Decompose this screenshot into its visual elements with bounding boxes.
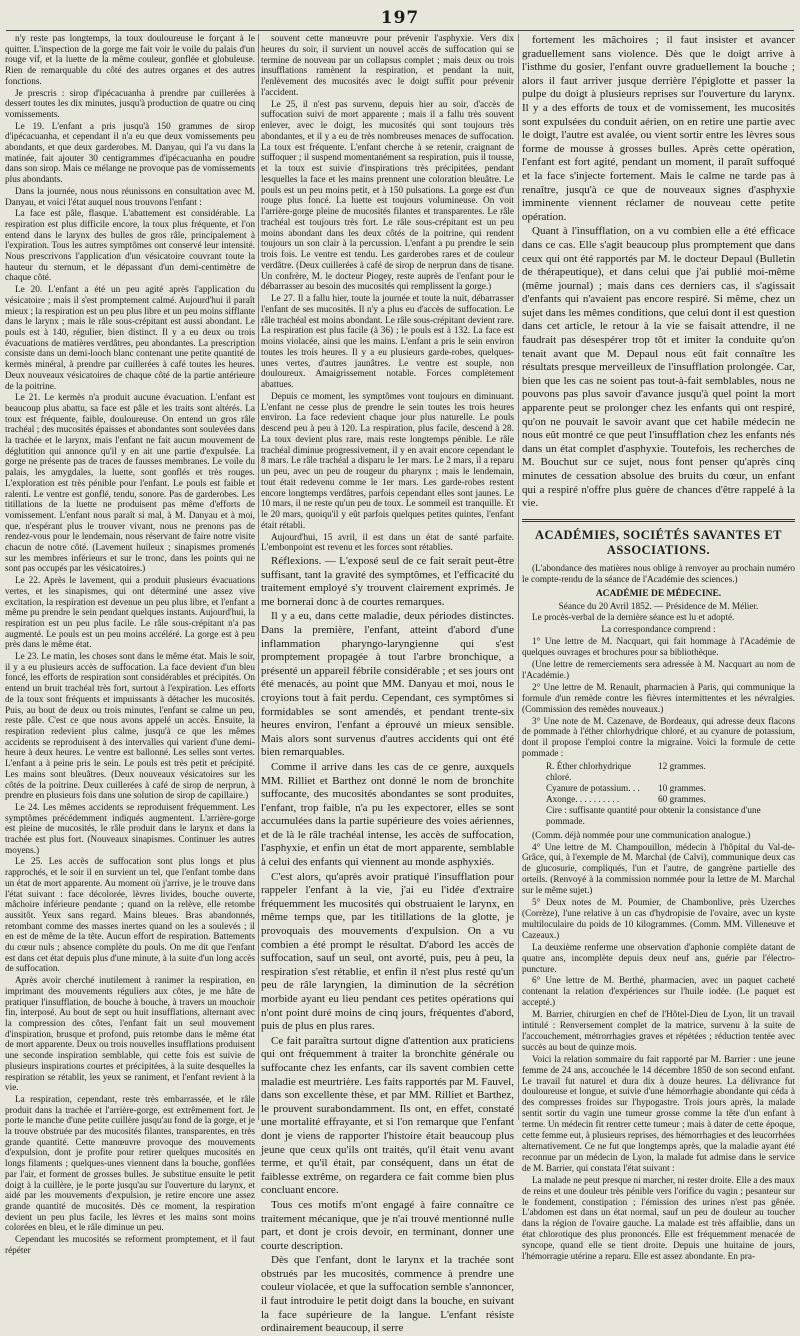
paragraph: Le 20. L'enfant a été un peu agité après l'application du vésicatoire ; mais il s'est promptement calmé. Aujourd'hui il paraît mieux ; la respiration est un peu plus libre et un peu moins sifflante dans le larynx ; mais le râle sous-crépitant est aussi abondant. Le pouls est à 140, régulier, bien distinct. Il y a eu deux ou trois évacuations de matières verdâtres, peu abondantes. La prescription consiste dans un demi-looch blanc contenant une petite quantité de kermès minéral, à prendre par cuillerées à café toutes les heures. Deux nouveaux vésicatoires de chaque côté de la partie antérieure de la poitrine. (5, 285, 255, 392)
paragraph: Ce fait paraîtra surtout digne d'attention aux praticiens qui ont fréquemment à traiter la bronchite générale ou suffocante chez les enfants, car ils savent combien cette maladie est meurtrière. Les faits rapportés par M. Fauvel, dans son excellente thèse, et par MM. Rilliet et Barthez, le prouvent surabondamment. Ils ont, en effet, constaté une mortalité effrayante, et si l'on remarque que l'enfant dont je viens de rapporter l'histoire était beaucoup plus jeune que ceux qu'ils ont traités, qu'il était venu avant terme, et qu'il était, par conséquent, dans un état de faiblesse extrême, on regardera ce fait comme bien plus concluant encore. (261, 1034, 514, 1197)
column-3 (522, 34, 795, 1263)
correspondance-items (522, 637, 795, 760)
paragraph: Je prescris : sirop d'ipécacuanha à prendre par cuillerées à dessert toutes les dix minutes, jusqu'à production de quatre ou cinq vomissements. (5, 88, 255, 120)
formula-row (546, 762, 795, 784)
academies-heading: ACADÉMIES, SOCIÉTÉS SAVANTES ET ASSOCIATIONS. (534, 527, 783, 557)
formula-ingredient: Cire : suffisante quantité pour obtenir la consistance d'une pommade. (546, 805, 761, 827)
paragraph: M. Barrier, chirurgien en chef de l'Hôtel-Dieu de Lyon, lit un travail intitulé : Renversement complet de la matrice, survenu à la suite de l'accouchement, métrorrhagies graves et répétées ; réduction tentée avec succès au bout de quinze mois. (522, 1010, 795, 1053)
formula-ingredient: R. Éther chlorhydrique chloré. (546, 762, 632, 784)
paragraph: fortement les mâchoires ; il faut insister et avancer graduellement sans violence. Dès que le doigt arrive à l'isthme du gosier, l'enfant ouvre graduellement la bouche ; alors il faut arriver jusque derrière l'épiglotte et passer la pulpe du doigt à plusieurs reprises sur l'ouverture du larynx. Il y a des efforts de toux et de vomissement, les mucosités sont expulsées du conduit aérien, on en retire une partie avec le doigt, l'autre est avalée, ou vient sortir entre les lèvres sous forme de mousse à grosses bulles. Après cette opération, l'enfant est fort agité, pendant un moment, il paraît suffoqué et la face s'injecte fortement. Mais le calme ne tarde pas à renaître, jusqu'à ce que de nouveaux signes d'asphyxie imminente viennent réclamer de nouveau cette petite opération. (522, 34, 795, 223)
paragraph: La face est pâle, flasque. L'abattement est considérable. La respiration est plus difficile encore, la toux plus fréquente, et l'on entend dans le larynx des bulles de gros râle, principalement à l'expiration. Tous les autres symptômes ont conservé leur intensité. Nous prescrivons l'application d'un vésicatoire couvrant toute la hauteur du sternum, et le dépassant d'un demi-centimètre de chaque côté. (5, 209, 255, 284)
paragraph: Réflexions. — L'exposé seul de ce fait serait peut-être suffisant, tant la gravité des symptômes, et l'efficacité du traitement employé s'y trouvent clairement exprimés. Je me bornerai donc à de courtes remarques. (261, 555, 514, 608)
paragraph: Dans la journée, nous nous réunissons en consultation avec M. Danyau, et voici l'état auquel nous trouvons l'enfant : (5, 186, 255, 208)
case-report-continued (5, 34, 255, 1256)
column-2 (261, 34, 514, 1335)
paragraph: Cependant les mucosités se reforment promptement, et il faut répéter (5, 1235, 255, 1256)
paragraph: La malade ne peut presque ni marcher, ni rester droite. Elle a des maux de reins et une douleur très pénible vers l'orifice du vagin ; pesanteur sur le fondement, constipation ; l'émission des urines n'est pas gênée. L'abdomen est dans un état normal, sauf un peu de douleur au toucher dans la région de l'ovaire gauche. La malade est très affaiblie, dans un état chlorotique des plus prononcés. Elle est fréquemment menacée de syncope, quand elle se tient droite. Depuis une huitaine de jours, l'hémorragie utérine a reparu. Elle est assez abondante. En pra- (522, 1175, 795, 1263)
section-rule (522, 519, 795, 522)
header-rule (6, 30, 794, 31)
formula-quantity: 60 grammes. (658, 794, 706, 805)
paragraph: Depuis ce moment, les symptômes vont toujours en diminuant. L'enfant ne cesse plus de prendre le sein toutes les trois heures environ. La face redevient chaque jour plus naturelle. Le pouls descend peu à peu à 120. La respiration, plus facile, descend à 28. La toux devient plus rare, mais reste longtemps pénible. Le râle trachéal diminue progressivement, il y en avait encore cependant le 8 mars. Le râle trachéal a disparu le 1er mars. Le 2 mars, il a reparu un peu, avec un peu de rougeur du pharynx ; mais le lendemain, tout était redevenu comme le 1er mars. Les garde-robes restent encore longtemps verdâtres, parfois cependant elles sont jaunes. Le 10 mars, il ne reste qu'un peu de toux. Le sommeil est tranquille. Et le 20 mars, quoiqu'il y eût parfois quelques petites quintes, l'enfant était rétabli. (261, 391, 514, 531)
paragraph: (Une lettre de remerciements sera adressée à M. Nacquart au nom de l'Académie.) (522, 660, 795, 681)
case-report-end (261, 34, 514, 554)
paragraph: souvent cette manœuvre pour prévenir l'asphyxie. Vers dix heures du soir, il survient un nouvel accès de suffocation qui se termine de nouveau par un collapsus complet ; mais deux ou trois insufflations ramènent la respiration, et pendant la nuit, l'enlèvement des mucosités avec le doigt suffit pour prévenir l'accident. (261, 34, 514, 98)
paragraph: n'y reste pas longtemps, la toux douloureuse le forçant à le quitter. L'inspection de la gorge me fait voir le voile du palais d'un rouge vif, et la luette de la même couleur, gonflée et globuleuse. Rien de remarquable du côté des autres organes et des autres fonctions. (5, 34, 255, 87)
paragraph: Dès que l'enfant, dont le larynx et la trachée sont obstrués par les mucosités, commence à prendre une couleur violacée, et que la suffocation semble s'annoncer, il faut introduire le petit doigt dans la bouche, en suivant la face supérieure de la langue. L'enfant résiste ordinairement beaucoup, il serre (261, 1254, 514, 1335)
column-separator (518, 34, 519, 1120)
formula-quantity: 12 grammes. (658, 762, 706, 773)
paragraph: Le 23. Le matin, les choses sont dans le même état. Mais le soir, il y a eu plusieurs accès de suffocation. La face devient d'un bleu foncé, les efforts de respiration sont considérables et précipités. On entend un bruit trachéal très fort, surtout à l'expiration. Les efforts de la toux sont fréquents et impuissants à détacher les mucosités. Puis, au bout de deux ou trois minutes, l'enfant se calme un peu, reste pâle. C'est ce que nous avons appelé un accès. Ensuite, la respiration redevient plus calme, jusqu'à ce que les mêmes accidents se reproduisent à des intervalles qui varient d'une demi-heure à deux heures. Le ventre est ballonné. Les selles sont vertes. L'enfant a à peine pris le sein. Le pouls est très petit et précipité. Les mains sont bleuâtres. (Deux nouveaux vésicatoires sur les côtés de la poitrine. Deux cuillerées à café de sirop de nerprun, à prendre en plusieurs fois dans une solution de sirop de capillaire.) (5, 652, 255, 802)
page-number: 197 (380, 8, 420, 28)
formula-row (546, 806, 795, 828)
formula-quantity: 10 grammes. (658, 784, 706, 794)
reflections-continued (522, 34, 795, 511)
column-1 (5, 34, 255, 1256)
correspondance-heading: La correspondance comprend : (601, 625, 716, 636)
correspondance-items-continued (522, 831, 795, 1263)
formula-ingredient: Cyanure de potassium. . . (546, 784, 640, 794)
paragraph: Le 21. Le kermès n'a produit aucune évacuation. L'enfant est beaucoup plus abattu, sa face est pâle et les traits sont altérés. La toux est fréquente, faible, douloureuse. On entend un gros râle trachéal ; des mucosités épaisses et abondantes sont soulevées dans la trachée et le larynx, mais l'enfant ne fait aucun mouvement de déglutition qui annonce qu'il y en ait une partie d'expulsée. La gorge ne présente pas de traces de fausses membranes. Le voile du palais, les amygdales, la luette, sont gonflés et très rouges. L'exploration est très pénible pour l'enfant. Le pouls est faible et ralenti. Le ventre est gonflé, tendu, sonore. Pas de garderobes. Les titillations de la luette ne produisent pas même d'efforts de vomissement. L'enfant nous paraît si mal, à M. Danyau et à moi, que, n'espérant plus le trouver vivant, nous ne prenons pas de rendez-vous pour le lendemain, nous réservant de faire notre visite chacun de notre côté. (Lavement huileux ; sinapismes promenés sur les membres inférieurs et sur le tronc, dans les points qui ne sont pas occupés par les vésicatoires.) (5, 393, 255, 575)
paragraph: Quant à l'insufflation, on a vu combien elle a été efficace dans ce cas. Elle s'agit beaucoup plus promptement que dans ceux qui ont été rapportés par M. le docteur Depaul (Bulletin de thérapeutique), et dans celui que j'ai publié moi-même (même journal) ; mais dans ces derniers cas, il s'agissait d'enfants qui n'avaient pas encore respiré. Si même, chez un sujet dans les mêmes conditions, que celui dont il est question dans cet article, le retour à la vie se faisait attendre, il ne faudrait pas désespérer trop tôt et imiter la conduite qu'on tenait avant que M. Depaul nous eût fait connaître les résultats presque merveilleux de l'insufflation prolongée. Car, bien que les cas ne soient pas tout-à-fait semblables, nous ne pouvons pas plus savoir d'avance jusqu'à quel point la mort apparente peut se prolonger chez les enfants qui ont respiré, qu'on ne pouvait le savoir avant que cet habile médecin ne nous eût montré ce que peut l'insufflation chez les enfants nés dans un état complet d'asphyxie. Toutefois, les recherches de M. Bouchut sur ce sujet, nous font penser qu'après cinq minutes de cessation absolue des bruits du cœur, un enfant qui a respiré n'offre plus guère de chances d'être rappelé à la vie. (522, 225, 795, 510)
paragraph: Comme il arrive dans les cas de ce genre, auxquels MM. Rilliet et Barthez ont donné le nom de bronchite suffocante, des mucosités abondantes se sont produites, l'enfant, trop faible, n'a pu les expectorer, elles se sont accumulées dans la partie supérieure des voies aériennes, et de là le râle trachéal intense, les accès de suffocation, l'asphyxie, et enfin un état de mort apparente, semblable à celui des enfants qui viennent au monde asphyxiés. (261, 760, 514, 869)
paragraph: 5° Deux notes de M. Poumier, de Chambonlive, près Uzerches (Corrèze), l'une relative à un cas d'hydropisie de l'ovaire, avec un kyste multiloculaire du poids de 10 kilogrammes. (Comm. MM. Villeneuve et Cazeaux.) (522, 898, 795, 941)
pommade-formula (546, 762, 795, 827)
paragraph: Le 25, il n'est pas survenu, depuis hier au soir, d'accès de suffocation suivi de mort apparente ; mais il a fallu très souvent enlever, avec le doigt, les mucosités qui sont toujours très abondantes, et il y a eu de très nombreuses menaces de suffocation. La toux est fréquente. L'enfant cherche à se retenir, craignant de suffoquer ; il suspend momentanément sa respiration, puis il tousse, et la toux est suivie d'inspirations très précipitées, pendant lesquelles la face et les mains prennent une coloration bleuâtre. Le pouls est un peu moins petit, et à 150 pulsations. La gorge est d'un rouge plus foncé. La luette est toujours volumineuse. On voit l'arrière-gorge pleine de mucosités filantes et transparentes. Le râle trachéal est toujours très fort. Le râle sous-crépitant est un peu moins abondant dans les deux côtés de la poitrine, qui rendent toujours un son clair à la percussion. L'enfant a pu prendre le sein trois fois. Le ventre est tendu. Les garderobes rares et de couleur verdâtre. (Deux cuillerées à café de sirop de nerprun dans de tisane. Un confrère, M. le docteur Piogey, reste auprès de l'enfant pour le débarrasser au besoin des mucosités qui remplissent la gorge.) (261, 99, 514, 293)
paragraph: 6° Une lettre de M. Berthé, pharmacien, avec un paquet cacheté contenant la relation d'expériences sur l'huile iodée. (Le paquet est accepté.) (522, 976, 795, 1009)
formula-row (546, 795, 795, 806)
paragraph: Le 22. Après le lavement, qui a produit plusieurs évacuations vertes, et les sinapismes, qui ont déterminé une assez vive excitation, la respiration est devenue un peu plus libre, et l'enfant a même pu prendre le sein pendant quelques instants. Aujourd'hui, la respiration est un peu plus facile. Le râle sous-crépitant n'a pas augmenté. Le pouls est un peu moins accéléré. La gorge est à peu près dans le même état. (5, 576, 255, 651)
column-separator (258, 34, 259, 1120)
paragraph: Le 19. L'enfant a pris jusqu'à 150 grammes de sirop d'ipécacuanha, et cependant il n'a eu que deux vomissements peu abondants, et que deux garderobes. M. Danyau, qui l'a vu dans la matinée, fait ajouter 30 centigrammes d'ipécacuanha en poudre dans son sirop. Mais ce mélange ne provoque pas de vomissements plus abondants. (5, 121, 255, 186)
proces-verbal: Le procès-verbal de la dernière séance est lu et adopté. (532, 613, 735, 624)
paragraph: C'est alors, qu'après avoir pratiqué l'insufflation pour rappeler l'enfant à la vie, j'ai eu l'idée d'extraire fréquemment les mucosités qui obstruaient le larynx, en même temps que, par les titillations de la glotte, je provoquais des mouvements d'expulsion. On a vu combien a été prompt le résultat. D'abord les accès de suffocation, sauf un seul, ont avorté, puis, peu à peu, la respiration s'est rétablie, et enfin il n'est plus resté qu'un peu de râle laryngien, la diminution de la sécrétion morbide ayant eu lieu pendant ces petites opérations qui n'ont point duré moins de cinq jours, fréquentes d'abord, puis de plus en plus rares. (261, 870, 514, 1033)
paragraph: 2° Une lettre de M. Renault, pharmacien à Paris, qui communique la formule d'un remède contre les fièvres intermittentes et les névralgies. (Commission des remèdes nouveaux.) (522, 682, 795, 715)
paragraph: Le 24. Les mêmes accidents se reproduisent fréquemment. Les symptômes précédemment indiqués augmentent. L'arrière-gorge est pleine de mucosités, le râle produit dans le larynx et dans la trachée est plus fort. (Nouveaux sinapismes. Continuer les autres moyens.) (5, 802, 255, 856)
paragraph: Tous ces motifs m'ont engagé à faire connaître ce traitement mécanique, que je n'ai trouvé mentionné nulle part, et dont je crois devoir, en terminant, donner une courte description. (261, 1198, 514, 1252)
paragraph: Voici la relation sommaire du fait rapporté par M. Barrier : une jeune femme de 24 ans, accouchée le 14 décembre 1850 de son second enfant. Le travail fut naturel et dura dix à douze heures. La délivrance fut douloureuse et longue, et suivie d'une hémorrhagie abondante qui céda à des compresses froides sur l'hypogastre. Trois jours après, la malade sentit sortir du vagin une tumeur grosse comme la tête d'un enfant à terme. Un médecin fit rentrer cette tumeur ; mais à dater de cette époque, cette femme eut, à plusieurs reprises, des hémorrhagies et des leucorrhées alternativement. Ce ne fut que longtemps après, que la maladie ayant été reconnue par un médecin de Lyon, la malade fut admise dans le service de M. Barrier, qui constata l'état suivant : (522, 1054, 795, 1174)
formula-row (546, 784, 795, 795)
seance-line: Séance du 20 Avril 1852. — Présidence de M. Mélier. (558, 601, 759, 612)
paragraph: Le 27. Il a fallu hier, toute la journée et toute la nuit, débarrasser l'enfant de ses mucosités. Il n'y a plus eu d'accès de suffocation. Le râle trachéal est moins abondant. Le râle sous-crépitant devient rare. La respiration est plus facile (à 36) ; le pouls est à 132. La face est moins violacée, ainsi que les mains. L'enfant a pris le sein environ toutes les trois heures. Il y a eu plusieurs garde-robes, quelques-unes vertes, d'autres jaunâtres. Le ventre est souple, non douloureux. Amaigrissement notable. Forces complètement abattues. (261, 294, 514, 390)
formula-ingredient: Axonge. . . . . . . . . . (546, 794, 620, 805)
paragraph: Après avoir cherché inutilement à ranimer la respiration, en imprimant des mouvements réguliers aux côtes, je me hâte de pratiquer l'insufflation, de bouche à bouche, à travers un mouchoir fin, interposé. Au bout de sept ou huit insufflations, alternant avec la compression des côtes, l'enfant fait un seul mouvement d'inspiration, brusque et profond, puis retombe dans le même état de mort apparente. Deux ou trois nouvelles insufflations produisent une seconde inspiration semblable, qui cette fois est suivie de plusieurs inspirations courtes et précipitées, à la suite desquelles la respiration se rétablit, les yeux se raniment, et l'enfant revient à la vie. (5, 976, 255, 1094)
reflections-section (261, 555, 514, 1336)
academies-note: (L'abondance des matières nous oblige à renvoyer au prochain numéro le compte-rendu de la séance de l'Académie des sciences.) (522, 563, 795, 585)
paragraph: 4° Une lettre de M. Champouillon, médecin à l'hôpital du Val-de-Grâce, qui, à l'exemple de M. Marchal (de Calvi), communique deux cas de glucosurie, compliqués, l'un et l'autre, de gangrène partielle des orteils. (Renvoyé à la commission nommée pour la lettre de M. Marchal sur le même sujet.) (522, 842, 795, 897)
paragraph: Il y a eu, dans cette maladie, deux périodes distinctes. Dans la première, l'enfant, atteint d'abord d'une inflammation pharyngo-laryngienne qui s'est promptement propagée à tout l'arbre bronchique, a présenté un appareil fébrile considérable ; et ses jours ont été menacés, au point que MM. Danyau et moi, nous le croyions tout à fait perdu. Cependant, ces symptômes si formidables se sont amendés, et pendant trente-six heures environ, l'enfant a éprouvé un mieux sensible. Mais alors sont survenus d'autres accidents qui ont été bien remarquables. (261, 610, 514, 759)
paragraph: 3° Une note de M. Cazenave, de Bordeaux, qui adresse deux flacons de pommade à l'éther chlorhydrique chloré, et au cyanure de potassium, dont il propose l'emploi contre la migraine. Voici la formule de cette pommade : (522, 716, 795, 760)
academie-medecine-heading: ACADÉMIE DE MÉDECINE. (595, 588, 722, 599)
paragraph: 1° Une lettre de M. Nacquart, qui fait hommage à l'Académie de quelques ouvrages et brochures pour sa bibliothèque. (522, 637, 795, 659)
paragraph: Le 25. Les accès de suffocation sont plus longs et plus rapprochés, et le soir il en survient un tel, que l'enfant tombe dans un état de mort apparente. Au moment où j'arrive, je le trouve dans l'état suivant : face décolorée, lèvres livides, bouche ouverte, mâchoire inférieure pendante ; quand on la relève, elle retombe aussitôt. Yeux sans regard. Mains bleues. Bras abandonnés, retombant comme des masses inertes quand on les a soulevés ; il en est de même de la tête. Aucun effort de respiration. Battements du cœur nuls ; absence complète du pouls. On me dit que l'enfant est dans cet état depuis plus d'une minute, à la suite d'un long accès de suffocation. (5, 857, 255, 975)
paragraph: La deuxième renferme une observation d'aphonie complète datant de quatre ans, incomplète depuis deux neuf ans, guérie par l'électro-puncture. (522, 942, 795, 975)
paragraph: Aujourd'hui, 15 avril, il est dans un état de santé parfaite. L'embonpoint est revenu et les forces sont rétablies. (261, 532, 514, 554)
paragraph: La respiration, cependant, reste très embarrassée, et le râle produit dans la trachée et l'arrière-gorge, est extrêmement fort. Je porte le manche d'une petite cuillère jusqu'au fond de la gorge, et je la trouve obstruée par des mucosités filantes, transparentes, en très grande quantité. Cette manœuvre provoque des mouvements d'expulsion, dont je profite pour retirer quelques mucosités en longs filaments ; quelques-unes viennent dans la bouche, gonflées par l'air, et forment de grosses bulles. Je substitue ensuite le petit doigt à la cuillère, je le porte jusqu'au sur l'ouverture du larynx, et aidé par les mouvements d'expulsion, je retire encore une assez grande quantité de mucosités. Dès ce moment, la respiration devient un peu plus facile, les lèvres et les mains sont moins colorées en bleu, et le râle diminue un peu. (5, 1094, 255, 1234)
paragraph: (Comm. déjà nommée pour une communication analogue.) (532, 830, 751, 841)
